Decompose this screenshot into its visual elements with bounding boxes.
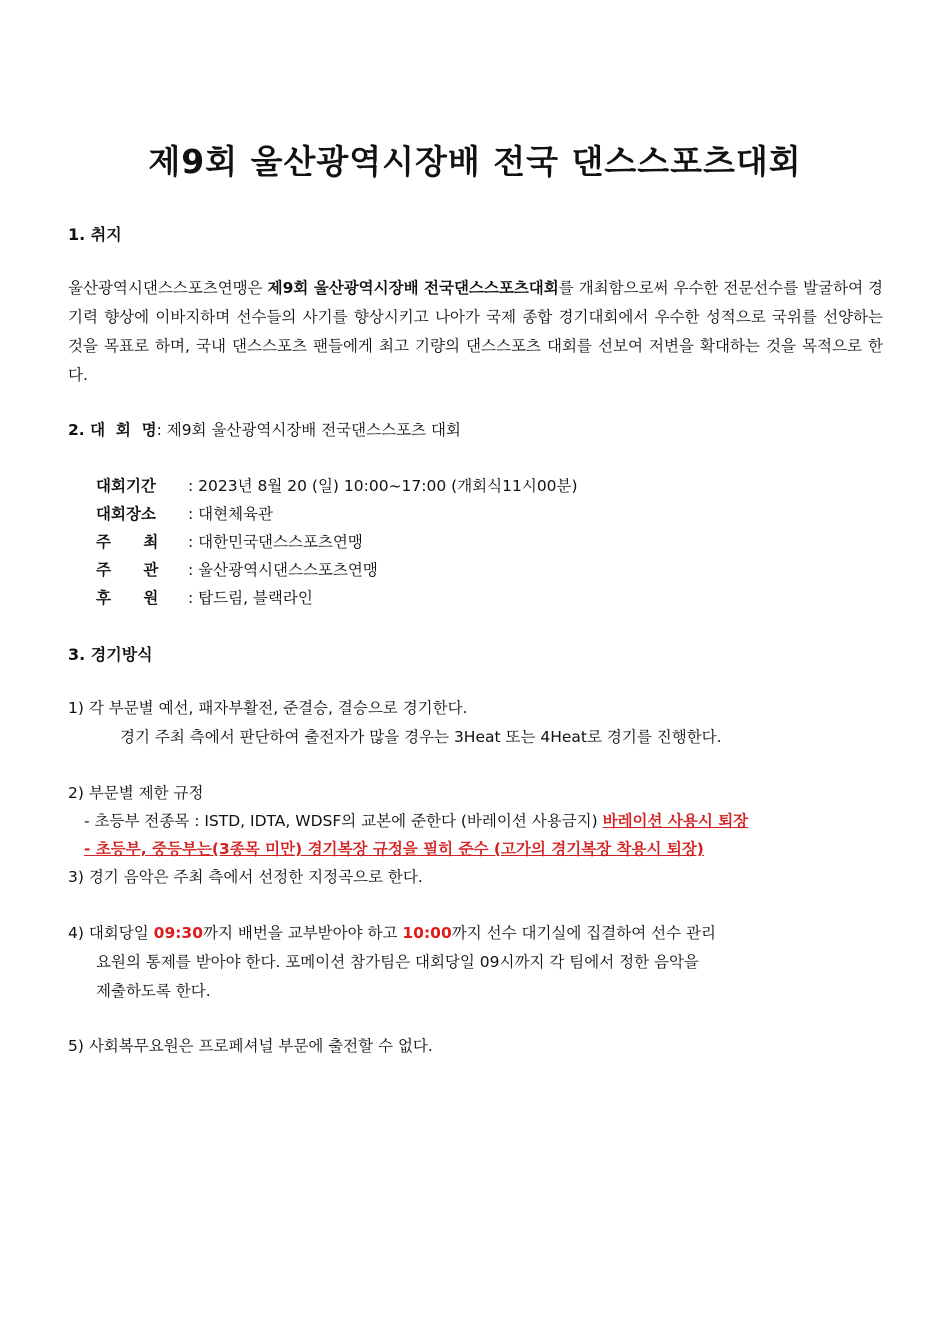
detail-row-organizer [96, 558, 378, 580]
rule-5: 5) 사회복무요원은 프로페셔널 부문에 출전할 수 없다. [68, 1037, 433, 1055]
detail-value: : 대현체육관 [188, 505, 274, 523]
para-bold-event-name: 제9회 울산광역시장배 전국댄스스포츠대회 [267, 279, 559, 297]
detail-label: 대회기간 [96, 477, 156, 495]
rule-4-a: 4) 대회당일 [68, 924, 154, 942]
page-title: 제9회 울산광역시장배 전국 댄스스포츠대회 [148, 142, 802, 181]
rule-2-text: - 초등부 전종목 : ISTD, IDTA, WDSF의 교본에 준한다 (바레이션 사용금지) [84, 812, 603, 830]
variation-penalty-warning: 바레이션 사용시 퇴장 [602, 812, 749, 830]
section3-heading: 3. 경기방식 [68, 645, 153, 664]
rule-4-b: 까지 배번을 교부받아야 하고 [203, 924, 403, 942]
para-rest: 를 개최함으로써 우수한 전문선수를 발굴하여 경기력 향상에 이바지하며 선수들의 사기를 향상시키고 나아가 국제 종합 경기대회에서 우수한 성적으로 국위를 선양하는 것을 목표로 하며, 국내 댄스스포츠 팬들에게 최고 기량의 댄스스포츠 대회를 선보여 저변을 확대하는 것을 목적으로 한다. [68, 279, 883, 384]
detail-label: 주 관 [96, 561, 159, 579]
detail-value: : 2023년 8월 20 (일) 10:00~17:00 (개회식11시00분) [188, 477, 578, 495]
rule-3: 3) 경기 음악은 주최 측에서 선정한 지정곡으로 한다. [68, 868, 423, 886]
detail-value: : 울산광역시댄스스포츠연맹 [188, 561, 378, 579]
detail-label: 대회장소 [96, 505, 156, 523]
section1-paragraph [68, 274, 883, 390]
detail-row-host [96, 530, 363, 552]
rule-4-c: 까지 선수 대기실에 집결하여 선수 관리 [451, 924, 716, 942]
detail-row-period [96, 474, 578, 496]
detail-row-venue [96, 502, 273, 524]
time-assembly-deadline: 10:00 [402, 924, 452, 942]
costume-rule-warning: - 초등부, 중등부는(3종목 미만) 경기복장 규정을 필히 준수 (고가의 경기복장 착용시 퇴장) [84, 840, 704, 858]
rule-1-line1: 1) 각 부문별 예선, 패자부활전, 준결승, 결승으로 경기한다. [68, 699, 468, 717]
rule-4-line3: 제출하도록 한다. [96, 982, 211, 1000]
rule-4-line1 [68, 921, 716, 943]
detail-value: : 대한민국댄스스포츠연맹 [188, 533, 363, 551]
rule-2-line1: 2) 부문별 제한 규정 [68, 784, 204, 802]
detail-label: 후 원 [96, 589, 159, 607]
detail-label: 주 최 [96, 533, 159, 551]
rule-2-line2 [84, 809, 748, 831]
rule-4-line2: 요원의 통제를 받아야 한다. 포메이션 참가팀은 대회당일 09시까지 각 팀에서 정한 음악을 [96, 953, 699, 971]
event-name-value: : 제9회 울산광역시장배 전국댄스스포츠 대회 [156, 421, 461, 439]
section2-heading: 2. 대 회 명 [68, 421, 157, 439]
detail-value: : 탑드림, 블랙라인 [188, 589, 313, 607]
section1-heading: 1. 취지 [68, 225, 122, 244]
detail-row-sponsor [96, 586, 313, 608]
time-bib-deadline: 09:30 [153, 924, 203, 942]
rule-1-line2: 경기 주최 측에서 판단하여 출전자가 많을 경우는 3Heat 또는 4Heat로 경기를 진행한다. [120, 728, 722, 746]
para-lead: 울산광역시댄스스포츠연맹은 [68, 279, 268, 297]
section2-event-name [68, 418, 461, 440]
